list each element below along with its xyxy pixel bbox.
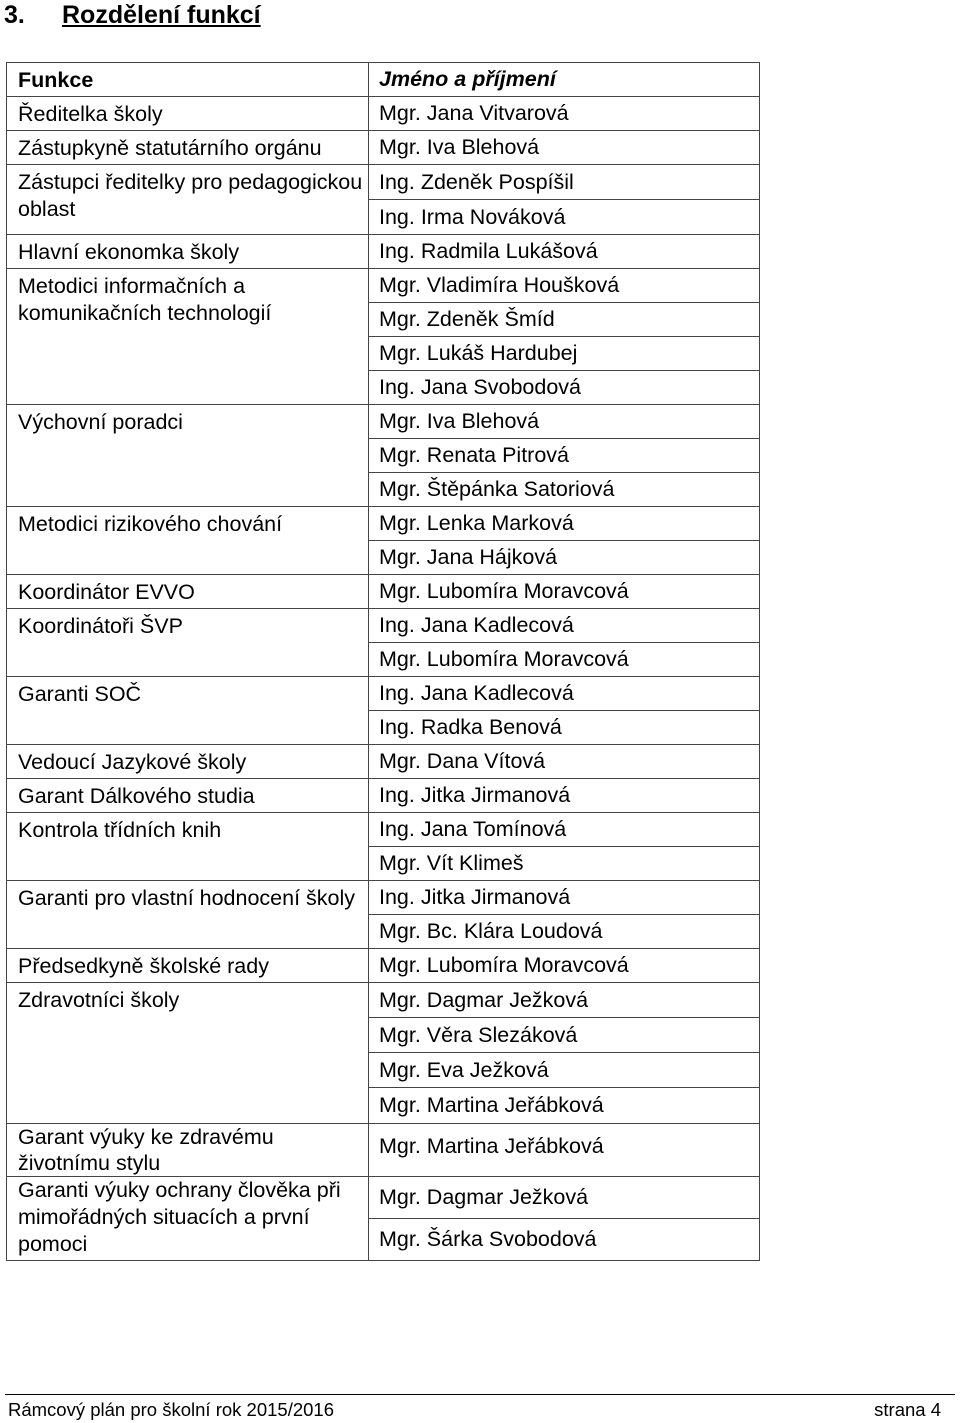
table-row (7, 881, 760, 915)
function-cell: Vedoucí Jazykové školy (7, 745, 369, 779)
person-name-cell: Ing. Jitka Jirmanová (369, 881, 760, 915)
function-cell: Zástupkyně statutárního orgánu (7, 131, 369, 165)
person-name-cell: Mgr. Vladimíra Houšková (369, 269, 760, 303)
table-row (7, 779, 760, 813)
table-row (7, 235, 760, 269)
person-name-cell: Mgr. Dagmar Ježková (369, 1177, 760, 1219)
function-cell: Metodici informačních a komunikačních technologií (7, 269, 369, 405)
page-footer (5, 1394, 955, 1422)
person-name-cell: Ing. Radka Benová (369, 711, 760, 745)
person-name-cell: Mgr. Iva Blehová (369, 131, 760, 165)
person-name-cell: Mgr. Šárka Svobodová (369, 1219, 760, 1261)
person-name-cell: Mgr. Lenka Marková (369, 507, 760, 541)
person-name-cell: Mgr. Jana Vitvarová (369, 97, 760, 131)
table-row (7, 269, 760, 303)
person-name-cell: Mgr. Lubomíra Moravcová (369, 949, 760, 983)
function-cell: Garanti SOČ (7, 677, 369, 745)
person-name-cell: Ing. Zdeněk Pospíšil (369, 165, 760, 200)
person-name-cell: Mgr. Zdeněk Šmíd (369, 303, 760, 337)
table-row (7, 507, 760, 541)
table-row (7, 1124, 760, 1177)
functions-table (6, 62, 760, 1261)
person-name-cell: Ing. Jana Svobodová (369, 371, 760, 405)
person-name-cell: Mgr. Jana Hájková (369, 541, 760, 575)
table-row (7, 131, 760, 165)
function-cell: Garanti pro vlastní hodnocení školy (7, 881, 369, 949)
table-row (7, 813, 760, 847)
function-cell: Kontrola třídních knih (7, 813, 369, 881)
table-row (7, 745, 760, 779)
header-function: Funkce (7, 63, 369, 97)
footer-page-number: strana 4 (874, 1399, 941, 1420)
table-row (7, 575, 760, 609)
person-name-cell: Ing. Irma Nováková (369, 200, 760, 235)
person-name-cell: Mgr. Dagmar Ježková (369, 983, 760, 1018)
function-cell: Výchovní poradci (7, 405, 369, 507)
person-name-cell: Mgr. Martina Jeřábková (369, 1088, 760, 1124)
person-name-cell: Ing. Jana Tomínová (369, 813, 760, 847)
section-number: 3. (4, 1, 25, 29)
table-row (7, 165, 760, 200)
function-cell: Garant výuky ke zdravému životnímu stylu (7, 1124, 369, 1177)
person-name-cell: Mgr. Renata Pitrová (369, 439, 760, 473)
function-cell: Koordinátor EVVO (7, 575, 369, 609)
function-cell: Ředitelka školy (7, 97, 369, 131)
section-heading (4, 0, 261, 30)
person-name-cell: Mgr. Bc. Klára Loudová (369, 915, 760, 949)
person-name-cell: Mgr. Lubomíra Moravcová (369, 643, 760, 677)
person-name-cell: Ing. Jitka Jirmanová (369, 779, 760, 813)
function-cell: Předsedkyně školské rady (7, 949, 369, 983)
table-row (7, 609, 760, 643)
person-name-cell: Mgr. Eva Ježková (369, 1053, 760, 1088)
function-cell: Hlavní ekonomka školy (7, 235, 369, 269)
table-row (7, 97, 760, 131)
person-name-cell: Mgr. Věra Slezáková (369, 1018, 760, 1053)
function-cell: Zástupci ředitelky pro pedagogickou oblast (7, 165, 369, 235)
table-row (7, 983, 760, 1018)
function-cell: Koordinátoři ŠVP (7, 609, 369, 677)
function-cell: Metodici rizikového chování (7, 507, 369, 575)
table-row (7, 949, 760, 983)
person-name-cell: Ing. Jana Kadlecová (369, 677, 760, 711)
person-name-cell: Mgr. Štěpánka Satoriová (369, 473, 760, 507)
section-title: Rozdělení funkcí (62, 1, 261, 29)
function-cell: Garanti výuky ochrany člověka při mimořádných situacích a první pomoci (7, 1177, 369, 1261)
header-name: Jméno a příjmení (369, 63, 760, 97)
person-name-cell: Mgr. Vít Klimeš (369, 847, 760, 881)
table-row (7, 677, 760, 711)
person-name-cell: Mgr. Lubomíra Moravcová (369, 575, 760, 609)
person-name-cell: Ing. Jana Kadlecová (369, 609, 760, 643)
table-row (7, 1177, 760, 1219)
person-name-cell: Mgr. Iva Blehová (369, 405, 760, 439)
footer-document-title: Rámcový plán pro školní rok 2015/2016 (8, 1399, 334, 1420)
table-row (7, 405, 760, 439)
function-cell: Garant Dálkového studia (7, 779, 369, 813)
person-name-cell: Ing. Radmila Lukášová (369, 235, 760, 269)
person-name-cell: Mgr. Martina Jeřábková (369, 1124, 760, 1177)
function-cell: Zdravotníci školy (7, 983, 369, 1124)
person-name-cell: Mgr. Lukáš Hardubej (369, 337, 760, 371)
table-header-row (7, 63, 760, 97)
person-name-cell: Mgr. Dana Vítová (369, 745, 760, 779)
